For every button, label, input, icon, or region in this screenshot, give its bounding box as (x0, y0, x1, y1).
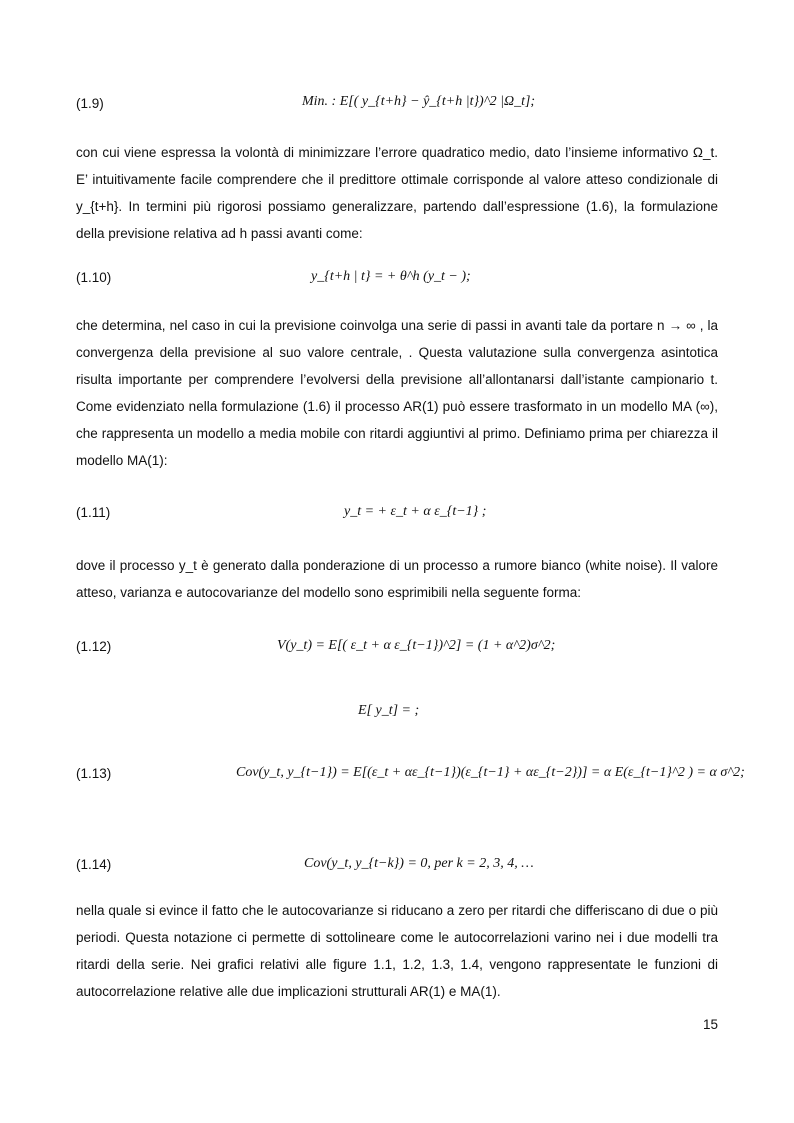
equation-1-10: y_{t+h | t} = + θ^h (y_t − ); (311, 269, 471, 284)
equation-1-11: y_t = + ε_t + α ε_{t−1} ; (344, 504, 487, 519)
equation-1-14: Cov(y_t, y_{t−k}) = 0, per k = 2, 3, 4, … (304, 856, 534, 871)
equation-expectation: E[ y_t] = ; (358, 703, 420, 718)
equation-1-12: V(y_t) = E[( ε_t + α ε_{t−1})^2] = (1 + α^2)σ^2; (277, 638, 556, 653)
paragraph: che determina, nel caso in cui la previsione coinvolga una serie di passi in avanti tale da portare n → ∞ , la convergenza della previsione al suo valore centrale, . Questa valutazione sulla convergenza asintotica risulta importante per comprendere l’evolversi della previsione all’allontanarsi dall’istante campionario t. Come evidenziato nella formulazione (1.6) il processo AR(1) può essere trasformato in un modello MA (∞), che rappresenta un modello a media mobile con ritardi aggiuntivi al primo. Definiamo prima per chiarezza il modello MA(1): (76, 318, 718, 468)
paragraph: dove il processo y_t è generato dalla ponderazione di un processo a rumore bianco (white noise). Il valore atteso, varianza e autocovarianze del modello sono esprimibili nella seguente forma: (76, 558, 718, 600)
paragraph: nella quale si evince il fatto che le autocovarianze si riducano a zero per ritardi che differiscano di due o più periodi. Questa notazione ci permette di sottolineare come le autocorrelazioni varino nei i due modelli tra ritardi della serie. Nei grafici relativi alle figure 1.1, 1.2, 1.3, 1.4, vengono rappresentate le funzioni di autocorrelazione relative alle due implicazioni strutturali AR(1) e MA(1). (76, 903, 718, 999)
paragraph: con cui viene espressa la volontà di minimizzare l’errore quadratico medio, dato l’insieme informativo Ω_t. E’ intuitivamente facile comprendere che il predittore ottimale corrisponde al valore atteso condizionale di y_{t+h}. In termini più rigorosi possiamo generalizzare, partendo dall’espressione (1.6), la formulazione della previsione relativa ad h passi avanti come: (76, 145, 718, 241)
equation-number: (1.11) (76, 505, 111, 520)
equation-1-9: Min. : E[( y_{t+h} − ŷ_{t+h |t})^2 |Ω_t]; (302, 94, 536, 109)
equation-number: (1.9) (76, 96, 104, 111)
equation-number: (1.10) (76, 270, 112, 285)
page-number: 15 (702, 1017, 718, 1032)
equation-number: (1.14) (76, 857, 112, 872)
equation-number: (1.12) (76, 639, 112, 654)
equation-1-13: Cov(y_t, y_{t−1}) = E[(ε_t + αε_{t−1})(ε_{t−1} + αε_{t−2})] = α E(ε_{t−1}^2 ) = α σ^2; (236, 765, 745, 780)
equation-number: (1.13) (76, 766, 112, 781)
